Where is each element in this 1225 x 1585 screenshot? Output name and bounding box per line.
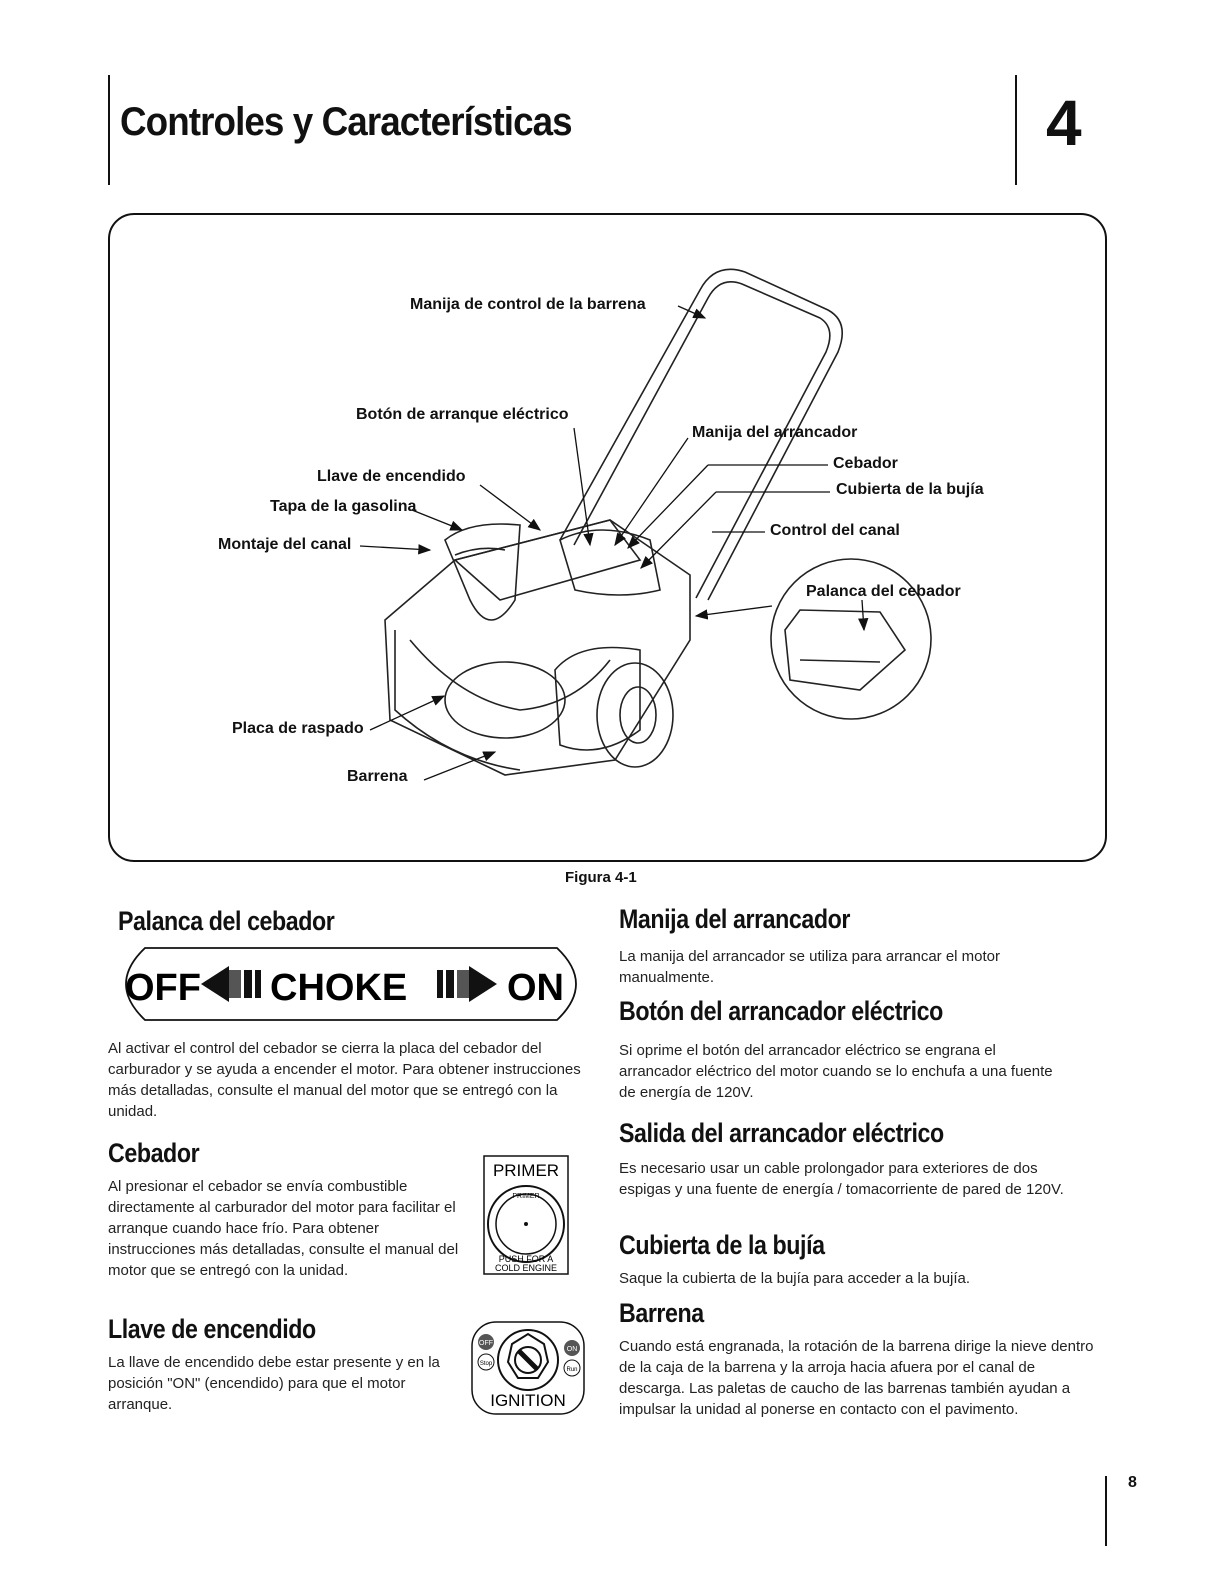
ignition-stop-label: Stop xyxy=(479,1361,493,1367)
primer-graphic xyxy=(476,1152,576,1282)
callout-chute-assembly: Montaje del canal xyxy=(218,536,352,553)
choke-off-label: OFF xyxy=(125,967,201,1009)
heading-choke-lever: Palanca del cebador xyxy=(118,906,335,936)
callout-shave-plate: Placa de raspado xyxy=(232,720,364,737)
callout-chute-control: Control del canal xyxy=(770,522,900,539)
callout-spark-plug-cover: Cubierta de la bujía xyxy=(836,481,984,498)
spark-plug-cover-body: Saque la cubierta de la bujía para acceder a la bujía. xyxy=(619,1270,971,1287)
ignition-on-label: ON xyxy=(566,1346,578,1353)
choke-left-arrow-icon xyxy=(201,966,261,1002)
primer-ring-text: PRIMER xyxy=(512,1193,540,1200)
ignition-key-body: La llave de encendido debe estar presente y en la posición "ON" (encendido) para que el motor arranque. xyxy=(108,1354,440,1413)
callout-choke-lever: Palanca del cebador xyxy=(806,583,961,600)
footer-rule xyxy=(1105,1476,1107,1546)
callout-starter-handle: Manija del arrancador xyxy=(692,424,858,441)
ignition-run-label: Run xyxy=(566,1367,578,1373)
heading-auger: Barrena xyxy=(619,1298,704,1328)
heading-electric-start-outlet: Salida del arrancador eléctrico xyxy=(619,1118,944,1148)
chapter-number: 4 xyxy=(1046,87,1082,159)
choke-right-arrow-icon xyxy=(437,966,497,1002)
auger-body: Cuando está engranada, la rotación de la barrena dirige la nieve dentro de la caja de la barrena y la arroja hacia afuera por el canal de descarga. Las paletas de caucho de las barrenas también ayudan a impulsar la unidad al ponerse en contacto con el pavimento. xyxy=(619,1338,1094,1418)
page-title: Controles y Características xyxy=(120,100,572,144)
page-number: 8 xyxy=(1128,1474,1137,1491)
choke-label: CHOKE xyxy=(270,967,408,1009)
heading-ignition-key: Llave de encendido xyxy=(108,1314,316,1344)
figure-caption: Figura 4-1 xyxy=(565,869,637,886)
primer-body: Al presionar el cebador se envía combustible directamente al carburador del motor para facilitar el arranque cuando hace frío. Para obtener instrucciones más detalladas, consulte el manual del motor que se entregó con la unidad. xyxy=(108,1178,459,1279)
choke-on-label: ON xyxy=(507,967,564,1009)
choke-graphic xyxy=(105,944,597,1024)
choke-lever-body: Al activar el control del cebador se cierra la placa del cebador del carburador y se ayuda a encender el motor. Para obtener instrucciones más detalladas, consulte el manual del motor que se entregó con la unidad. xyxy=(108,1040,581,1120)
callout-ignition-key: Llave de encendido xyxy=(317,468,466,485)
heading-starter-handle: Manija del arrancador xyxy=(619,904,851,934)
callout-gas-cap: Tapa de la gasolina xyxy=(270,498,417,515)
callout-auger: Barrena xyxy=(347,768,408,785)
callout-primer: Cebador xyxy=(833,455,898,472)
primer-title: PRIMER xyxy=(492,1161,560,1180)
electric-start-outlet-body: Es necesario usar un cable prolongador para exteriores de dos espigas y una fuente de energía / tomacorriente de pared de 120V. xyxy=(619,1160,1064,1198)
heading-primer: Cebador xyxy=(108,1138,200,1168)
heading-electric-start-button: Botón del arrancador eléctrico xyxy=(619,996,943,1026)
electric-start-button-body: Si oprime el botón del arrancador eléctrico se engrana el arrancador eléctrico del motor cuando se lo enchufa a una fuente de energía de 120V. xyxy=(619,1042,1053,1101)
callout-auger-control: Manija de control de la barrena xyxy=(410,296,646,313)
callout-electric-start-button: Botón de arranque eléctrico xyxy=(356,406,569,423)
header-right-rule xyxy=(1015,75,1017,185)
primer-push-text-2: COLD ENGINE xyxy=(494,1263,558,1273)
heading-spark-plug-cover: Cubierta de la bujía xyxy=(619,1230,825,1260)
ignition-title: IGNITION xyxy=(490,1391,566,1410)
primer-push-text-1: PUSH FOR A xyxy=(498,1254,554,1264)
starter-handle-body: La manija del arrancador se utiliza para arrancar el motor manualmente. xyxy=(619,948,1001,986)
ignition-off-label: OFF xyxy=(479,1340,493,1347)
ignition-graphic xyxy=(468,1318,588,1418)
header-left-rule xyxy=(108,75,110,185)
